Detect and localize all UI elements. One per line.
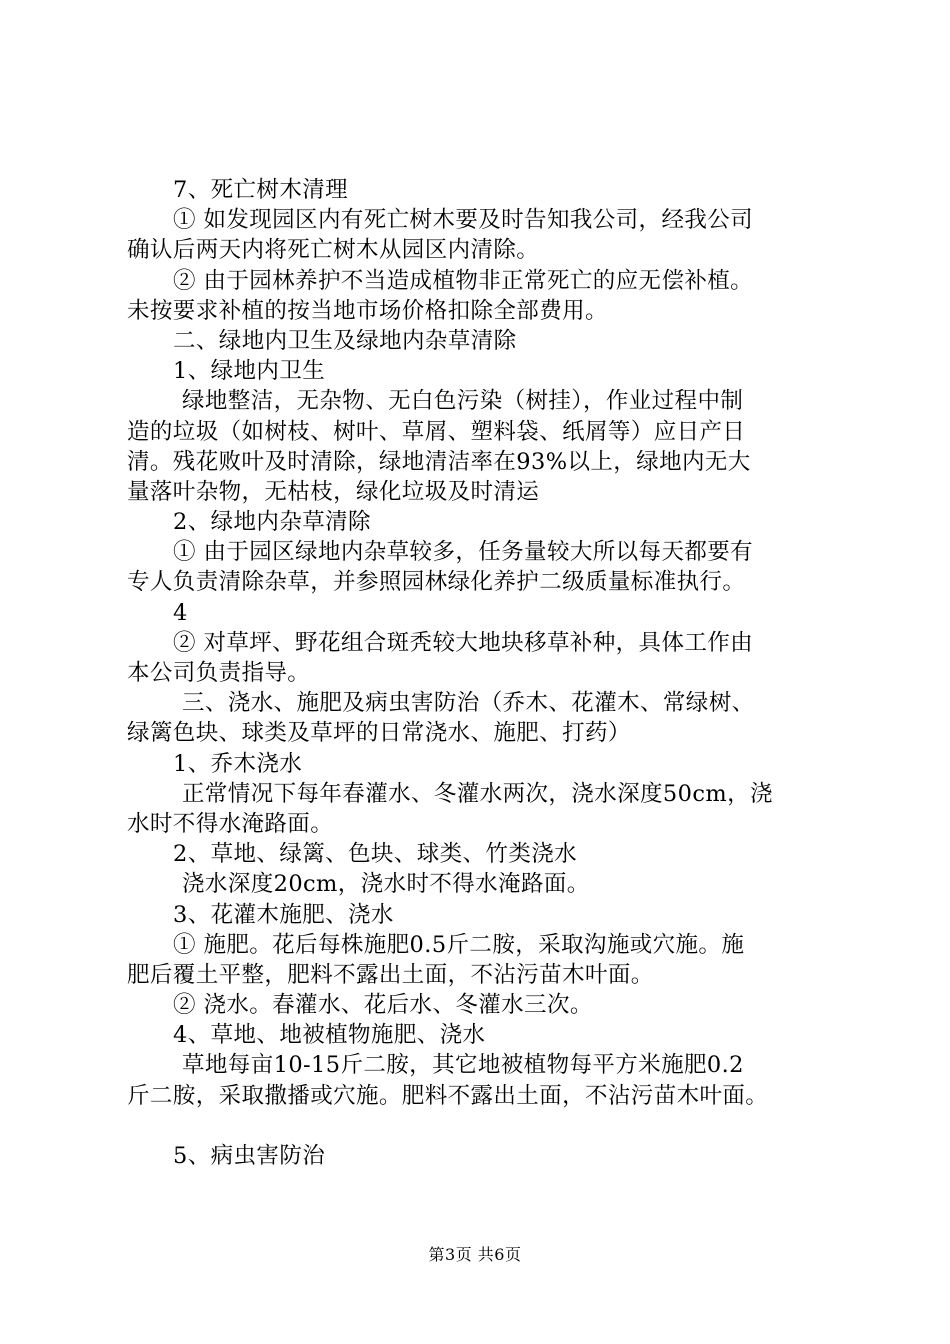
document-body bbox=[127, 175, 847, 1171]
paragraph-line: 未按要求补植的按当地市场价格扣除全部费用。 bbox=[127, 297, 608, 324]
subheading-green-hygiene: 1、绿地内卫生 bbox=[173, 358, 326, 385]
paragraph-line: 本公司负责指导。 bbox=[127, 660, 311, 686]
paragraph-line: 造的垃圾（如树枝、树叶、草屑、塑料袋、纸屑等）应日产日 bbox=[127, 418, 746, 445]
paragraph-line: 草地每亩10-15斤二胺，其它地被植物每平方米施肥0.2 bbox=[182, 1052, 744, 1079]
paragraph-line: 斤二胺，采取撒播或穴施。肥料不露出土面，不沾污苗木叶面。 bbox=[127, 1082, 769, 1109]
spacer bbox=[127, 1111, 847, 1141]
paragraph-line: ① 施肥。花后每株施肥0.5斤二胺，采取沟施或穴施。施 bbox=[173, 931, 745, 958]
heading-dead-tree-cleanup: 7、死亡树木清理 bbox=[173, 177, 349, 203]
section-heading-watering: 三、浇水、施肥及病虫害防治（乔木、花灌木、常绿树、 bbox=[182, 690, 755, 717]
paragraph-line: 清。残花败叶及时清除，绿地清洁率在93%以上，绿地内无大 bbox=[127, 448, 751, 475]
subheading-shrub-fertilizing: 3、花灌木施肥、浇水 bbox=[173, 901, 394, 928]
paragraph-line: 绿地整洁，无杂物、无白色污染（树挂），作业过程中制 bbox=[182, 388, 744, 415]
paragraph-line: ① 由于园区绿地内杂草较多，任务量较大所以每天都要有 bbox=[173, 539, 754, 566]
paragraph-line: 确认后两天内将死亡树木从园区内清除。 bbox=[127, 237, 540, 264]
paragraph-line: 量落叶杂物，无枯枝，绿化垃圾及时清运 bbox=[127, 478, 540, 505]
paragraph-line: 专人负责清除杂草，并参照园林绿化养护二级质量标准执行。 bbox=[127, 569, 746, 596]
paragraph-line: 水时不得水淹路面。 bbox=[127, 810, 334, 837]
paragraph-line: ② 由于园林养护不当造成植物非正常死亡的应无偿补植。 bbox=[173, 267, 754, 294]
subheading-ground-cover-fertilizing: 4、草地、地被植物施肥、浇水 bbox=[173, 1022, 486, 1049]
paragraph-line: 绿篱色块、球类及草坪的日常浇水、施肥、打药） bbox=[127, 720, 631, 747]
paragraph-line: 浇水深度20cm，浇水时不得水淹路面。 bbox=[182, 871, 590, 898]
stray-number: 4 bbox=[173, 599, 188, 626]
subheading-weed-removal: 2、绿地内杂草清除 bbox=[173, 509, 371, 536]
subheading-tree-watering: 1、乔木浇水 bbox=[173, 750, 303, 777]
subheading-pest-control: 5、病虫害防治 bbox=[173, 1143, 326, 1169]
paragraph-line: 肥后覆土平整，肥料不露出土面，不沾污苗木叶面。 bbox=[127, 961, 654, 988]
section-heading-green-hygiene: 二、绿地内卫生及绿地内杂草清除 bbox=[173, 327, 517, 354]
paragraph-line: ② 浇水。春灌水、花后水、冬灌水三次。 bbox=[173, 992, 593, 1019]
paragraph-line: ① 如发现园区内有死亡树木要及时告知我公司，经我公司 bbox=[173, 207, 754, 234]
paragraph-line: ② 对草坪、野花组合斑秃较大地块移草补种，具体工作由 bbox=[173, 629, 754, 656]
page-footer: 第3页 共6页 bbox=[428, 1245, 522, 1264]
subheading-lawn-watering: 2、草地、绿篱、色块、球类、竹类浇水 bbox=[173, 841, 578, 868]
paragraph-line: 正常情况下每年春灌水、冬灌水两次，浇水深度50cm，浇 bbox=[182, 780, 773, 807]
